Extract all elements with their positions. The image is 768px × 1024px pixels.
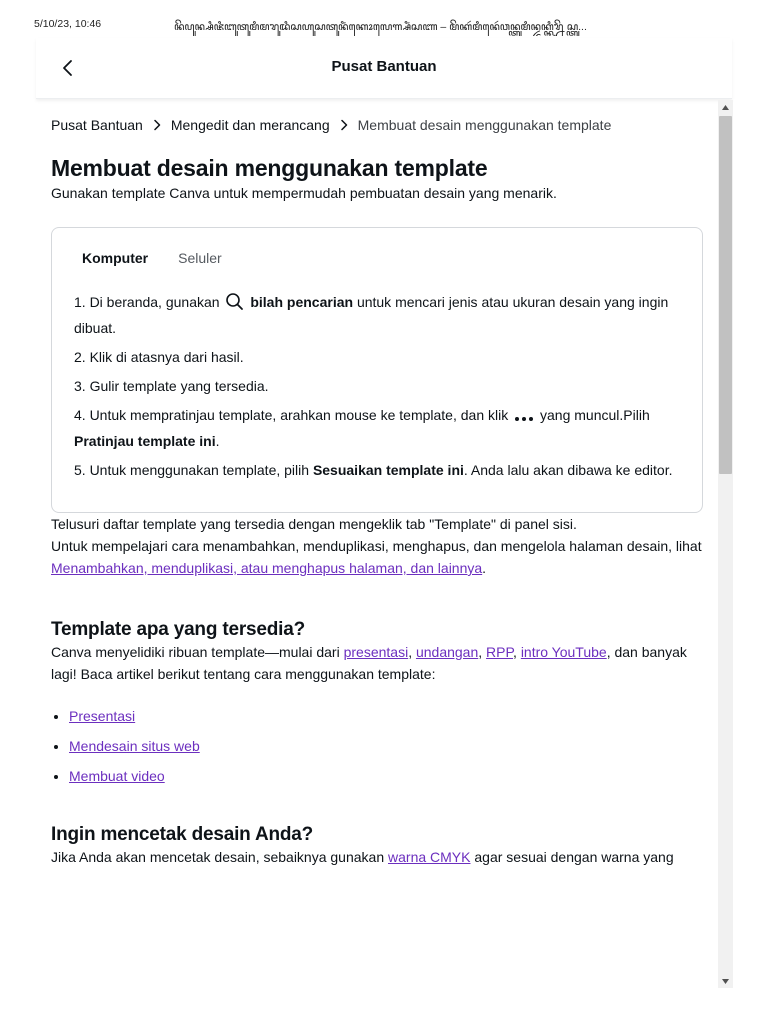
step-bold-text: bilah pencarian bbox=[250, 294, 354, 310]
device-tabs bbox=[82, 250, 680, 266]
breadcrumb bbox=[51, 117, 703, 133]
link-rpp[interactable]: RPP bbox=[486, 644, 514, 660]
template-articles-list bbox=[51, 705, 703, 787]
comma: , bbox=[513, 644, 517, 660]
more-dots-icon bbox=[514, 408, 534, 430]
scrollbar-thumb[interactable] bbox=[719, 116, 732, 474]
browse-paragraph: Telusuri daftar template yang tersedia dengan mengeklik tab "Template" di panel sisi. bbox=[51, 516, 577, 532]
article-intro: Gunakan template Canva untuk mempermudah pembuatan desain yang menarik. bbox=[51, 185, 557, 201]
print-text: agar sesuai dengan warna yang bbox=[474, 849, 674, 865]
step-bold-text: Pratinjau template ini bbox=[74, 433, 216, 449]
templates-text: , dan banyak lagi! Baca artikel berikut tentang cara menggunakan template: bbox=[51, 644, 687, 682]
learn-end: . bbox=[482, 560, 487, 576]
heading-templates-available: Template apa yang tersedia? bbox=[51, 619, 306, 640]
link-mendesain-situs-web[interactable]: Mendesain situs web bbox=[69, 738, 200, 754]
tab-komputer[interactable]: Komputer bbox=[82, 250, 149, 266]
breadcrumb-item-mengedit[interactable]: Mengedit dan merancang bbox=[170, 117, 330, 133]
step-text: yang muncul.Pilih bbox=[540, 407, 650, 423]
templates-text: Canva menyelidiki ribuan template—mulai dari bbox=[51, 644, 340, 660]
step-3: 3. Gulir template yang tersedia. bbox=[74, 378, 269, 394]
link-warna-cmyk[interactable]: warna CMYK bbox=[388, 849, 471, 865]
search-icon bbox=[225, 292, 244, 317]
list-item bbox=[69, 735, 703, 757]
breadcrumb-item-pusat-bantuan[interactable]: Pusat Bantuan bbox=[51, 117, 143, 133]
step-text: 4. Untuk mempratinjau template, arahkan mouse ke template, dan klik bbox=[74, 407, 509, 423]
page-header-title: Pusat Bantuan bbox=[331, 58, 437, 75]
article-content bbox=[51, 100, 703, 990]
link-manage-pages[interactable]: Menambahkan, menduplikasi, atau menghapus halaman, dan lainnya bbox=[51, 560, 483, 576]
chevron-right-icon bbox=[340, 119, 348, 131]
comma: , bbox=[408, 644, 413, 660]
print-text: Jika Anda akan mencetak desain, sebaiknya gunakan bbox=[51, 849, 385, 865]
top-bar bbox=[36, 38, 732, 99]
step-text: 5. Untuk menggunakan template, pilih bbox=[74, 462, 310, 478]
step-2: 2. Klik di atasnya dari hasil. bbox=[74, 349, 244, 365]
link-presentasi[interactable]: presentasi bbox=[343, 644, 409, 660]
learn-text: Untuk mempelajari cara menambahkan, menduplikasi, menghapus, dan mengelola halaman desain, lihat bbox=[51, 538, 702, 554]
device-tabs-card bbox=[51, 227, 703, 513]
link-membuat-video[interactable]: Membuat video bbox=[69, 768, 165, 784]
list-item bbox=[69, 705, 703, 727]
print-header bbox=[34, 18, 734, 36]
breadcrumb-item-current: Membuat desain menggunakan template bbox=[357, 117, 612, 133]
print-timestamp: 5/10/23, 10:46 bbox=[34, 18, 102, 30]
scroll-up-arrow-icon[interactable] bbox=[718, 100, 733, 114]
step-4 bbox=[74, 404, 680, 452]
learn-paragraph bbox=[51, 535, 703, 579]
step-text: untuk mencari jenis atau ukuran desain yang ingin dibuat. bbox=[74, 294, 669, 336]
scroll-down-arrow-icon[interactable] bbox=[718, 974, 733, 988]
heading-print-design: Ingin mencetak desain Anda? bbox=[51, 824, 314, 845]
step-5 bbox=[74, 459, 680, 481]
link-intro-youtube[interactable]: intro YouTube bbox=[520, 644, 607, 660]
step-text: . Anda lalu akan dibawa ke editor. bbox=[463, 462, 673, 478]
comma: , bbox=[478, 644, 483, 660]
print-document-title: ꦤꦼꦥꦸꦤ꧀ꦱꦶꦗꦶꦧꦸꦠꦸꦩꦶꦩꦫꦸꦢꦶꦱꦲꦸꦱꦠꦸꦤꦶꦁꦏꦺꦴꦭꦺꦒ꧀ꦱꦶꦁꦱꦚ – ꦩꦼꦏꦂꦩꦶꦤꦺꦂꦮꦤ꧀ꦠꦸꦩꦶꦤ꧀ꦢꦏ꧀ꦏꦶꦫ꧀ꦤꦼꦱ꧀ꦠꦸ... bbox=[174, 21, 587, 33]
scrollbar[interactable] bbox=[718, 100, 733, 988]
chevron-right-icon bbox=[153, 119, 161, 131]
step-text: 1. Di beranda, gunakan bbox=[74, 294, 220, 310]
tab-seluler[interactable]: Seluler bbox=[178, 250, 222, 266]
print-paragraph bbox=[51, 846, 703, 868]
step-1 bbox=[74, 291, 680, 339]
link-presentasi-article[interactable]: Presentasi bbox=[69, 708, 136, 724]
steps-list bbox=[74, 291, 680, 481]
step-text: . bbox=[215, 433, 220, 449]
templates-paragraph bbox=[51, 641, 703, 685]
list-item bbox=[69, 765, 703, 787]
step-bold-text: Sesuaikan template ini bbox=[312, 462, 464, 478]
article-title: Membuat desain menggunakan template bbox=[51, 155, 488, 181]
link-undangan[interactable]: undangan bbox=[415, 644, 479, 660]
